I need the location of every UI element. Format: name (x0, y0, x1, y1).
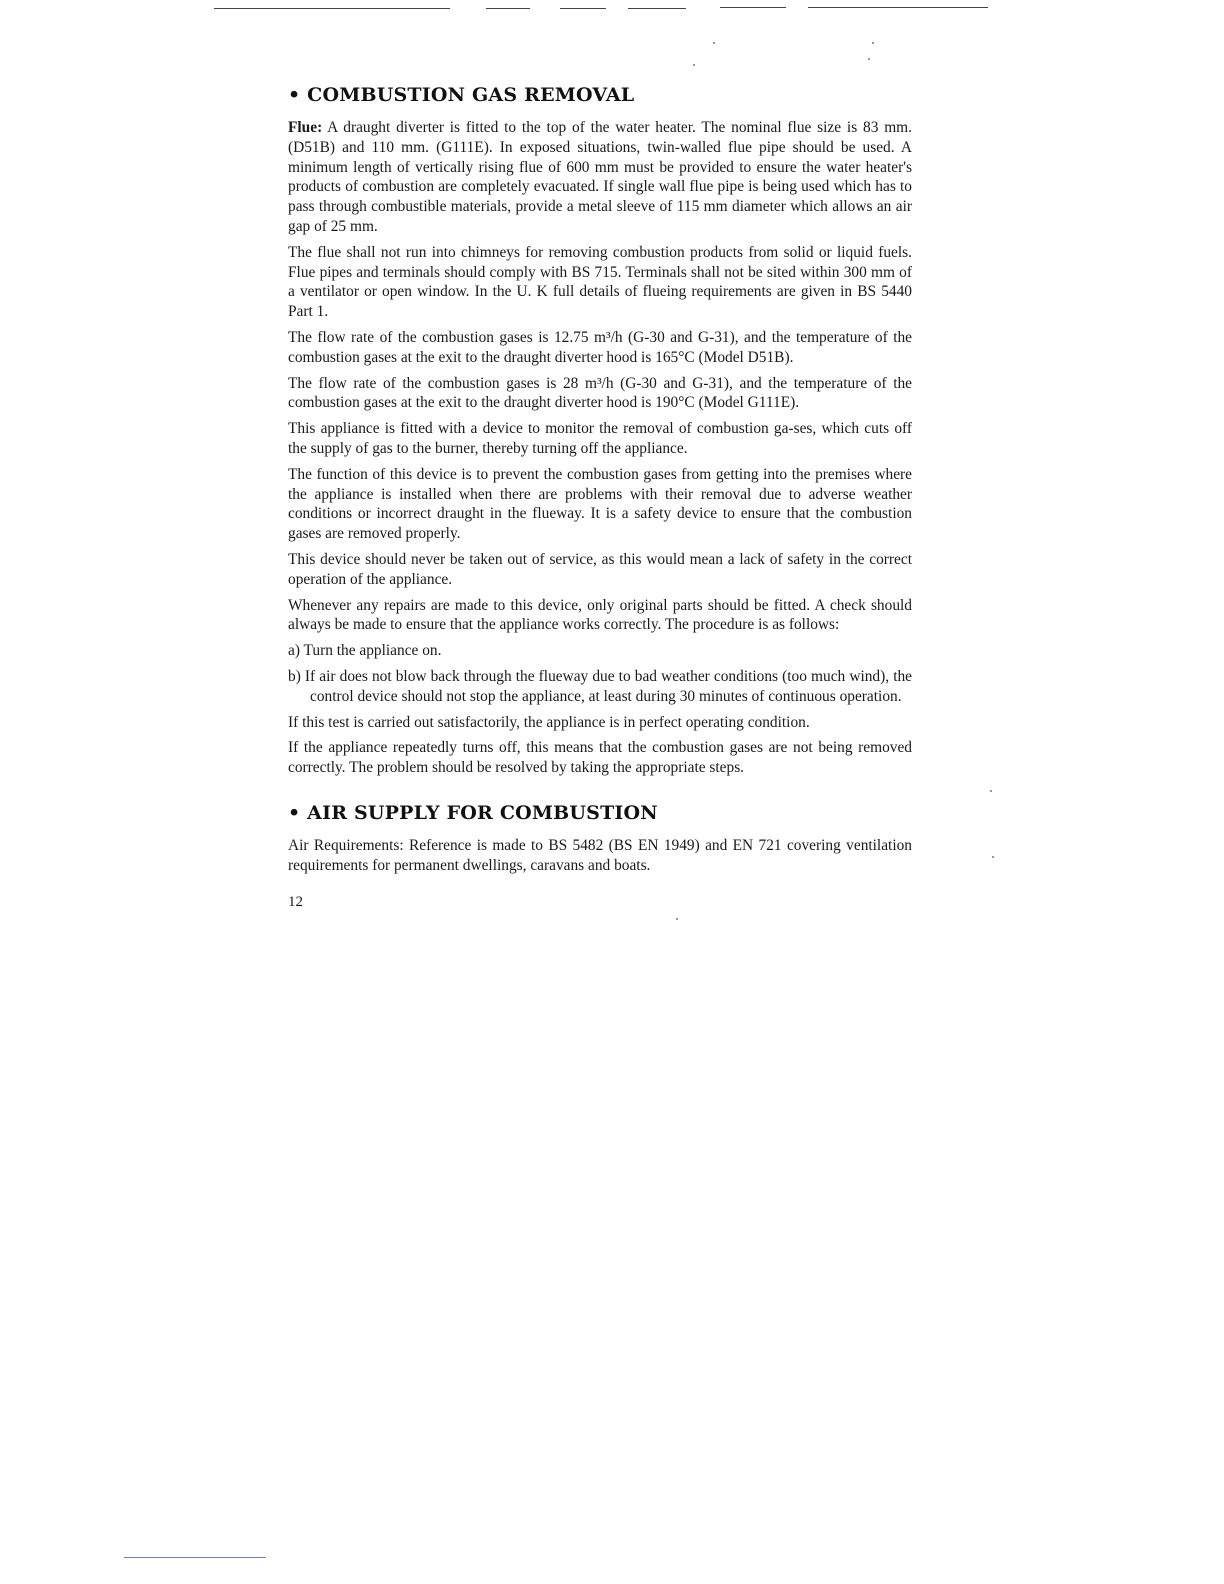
scan-edge-line (560, 8, 606, 9)
scan-speck (693, 64, 695, 66)
paragraph-test-result: If this test is carried out satisfactorily, the appliance is in perfect operating condition. (288, 713, 810, 731)
section-heading-air-supply: • AIR SUPPLY FOR COMBUSTION (288, 801, 658, 824)
paragraph-device-function: The function of this device is to prevent the combustion gases from getting into the premises where the appliance is installed when there are problems with their removal due to adverse weather conditions or incorrect draught in the flueway. It is a safety device to ensure that the combustion gases are removed properly. (288, 465, 912, 543)
paragraph-flow-rate-d51b: The flow rate of the combustion gases is 12.75 m³/h (G-30 and G-31), and the temperature of the combustion gases at the exit to the draught diverter hood is 165°C (Model D51B). (288, 328, 912, 366)
scan-speck (676, 918, 678, 920)
scan-speck (872, 42, 874, 44)
paragraph-repeated-turnoff: If the appliance repeatedly turns off, this means that the combustion gases are not being removed correctly. The problem should be resolved by taking the appropriate steps. (288, 739, 912, 777)
paragraph-air-requirements: Air Requirements: Reference is made to BS 5482 (BS EN 1949) and EN 721 covering ventilation requirements for permanent dwellings, caravans and boats. (288, 836, 912, 874)
flue-lead-label: Flue: (288, 119, 323, 136)
paragraph-repairs: Whenever any repairs are made to this device, only original parts should be fitted. A check should always be made to ensure that the appliance works correctly. The procedure is as follows: (288, 596, 912, 634)
list-item-b: b) If air does not blow back through the flueway due to bad weather conditions (too much wind), the control device should not stop the appliance, at least during 30 minutes of continuous operation. (288, 667, 912, 705)
scan-speck (713, 42, 715, 44)
paragraph-monitor-device: This appliance is fitted with a device to monitor the removal of combustion ga-ses, which cuts off the supply of gas to the burner, thereby turning off the appliance. (288, 420, 912, 457)
scan-edge-line (628, 8, 686, 9)
flue-text: A draught diverter is fitted to the top of the water heater. The nominal flue size is 83 mm. (D51B) and 110 mm. (G111E). In exposed situations, twin-walled flue pipe should be used. A minimum length of vertically rising flue of 600 mm must be provided to ensure the water heater's products of combustion are completely evacuated. If single wall flue pipe is being used which has to pass through combustible materials, provide a metal sleeve of 115 mm diameter which allows an air gap of 25 mm. (288, 119, 912, 235)
scan-edge-line (720, 7, 786, 8)
scan-speck (992, 856, 994, 858)
scan-edge-line (214, 8, 450, 9)
scan-speck (868, 58, 870, 60)
page-number: 12 (288, 893, 303, 910)
paragraph-flue-requirements: The flue shall not run into chimneys for removing combustion products from solid or liquid fuels. Flue pipes and terminals should comply with BS 715. Terminals shall not be sited within 300 mm of a ventilator or open window. In the U. K full details of flueing requirements are given in BS 5440 Part 1. (288, 243, 912, 321)
document-page (288, 82, 912, 911)
paragraph-flue (288, 118, 912, 237)
scan-edge-line (808, 7, 988, 8)
scan-speck (990, 790, 992, 792)
paragraph-device-service: This device should never be taken out of service, as this would mean a lack of safety in the correct operation of the appliance. (288, 550, 912, 588)
section-heading-combustion-gas-removal: • COMBUSTION GAS REMOVAL (288, 84, 635, 106)
scan-edge-line (486, 8, 530, 9)
scan-edge-line (124, 1557, 266, 1558)
paragraph-flow-rate-g111e: The flow rate of the combustion gases is 28 m³/h (G-30 and G-31), and the temperature of the combustion gases at the exit to the draught diverter hood is 190°C (Model G111E). (288, 374, 912, 412)
list-item-a: a) Turn the appliance on. (288, 642, 442, 660)
